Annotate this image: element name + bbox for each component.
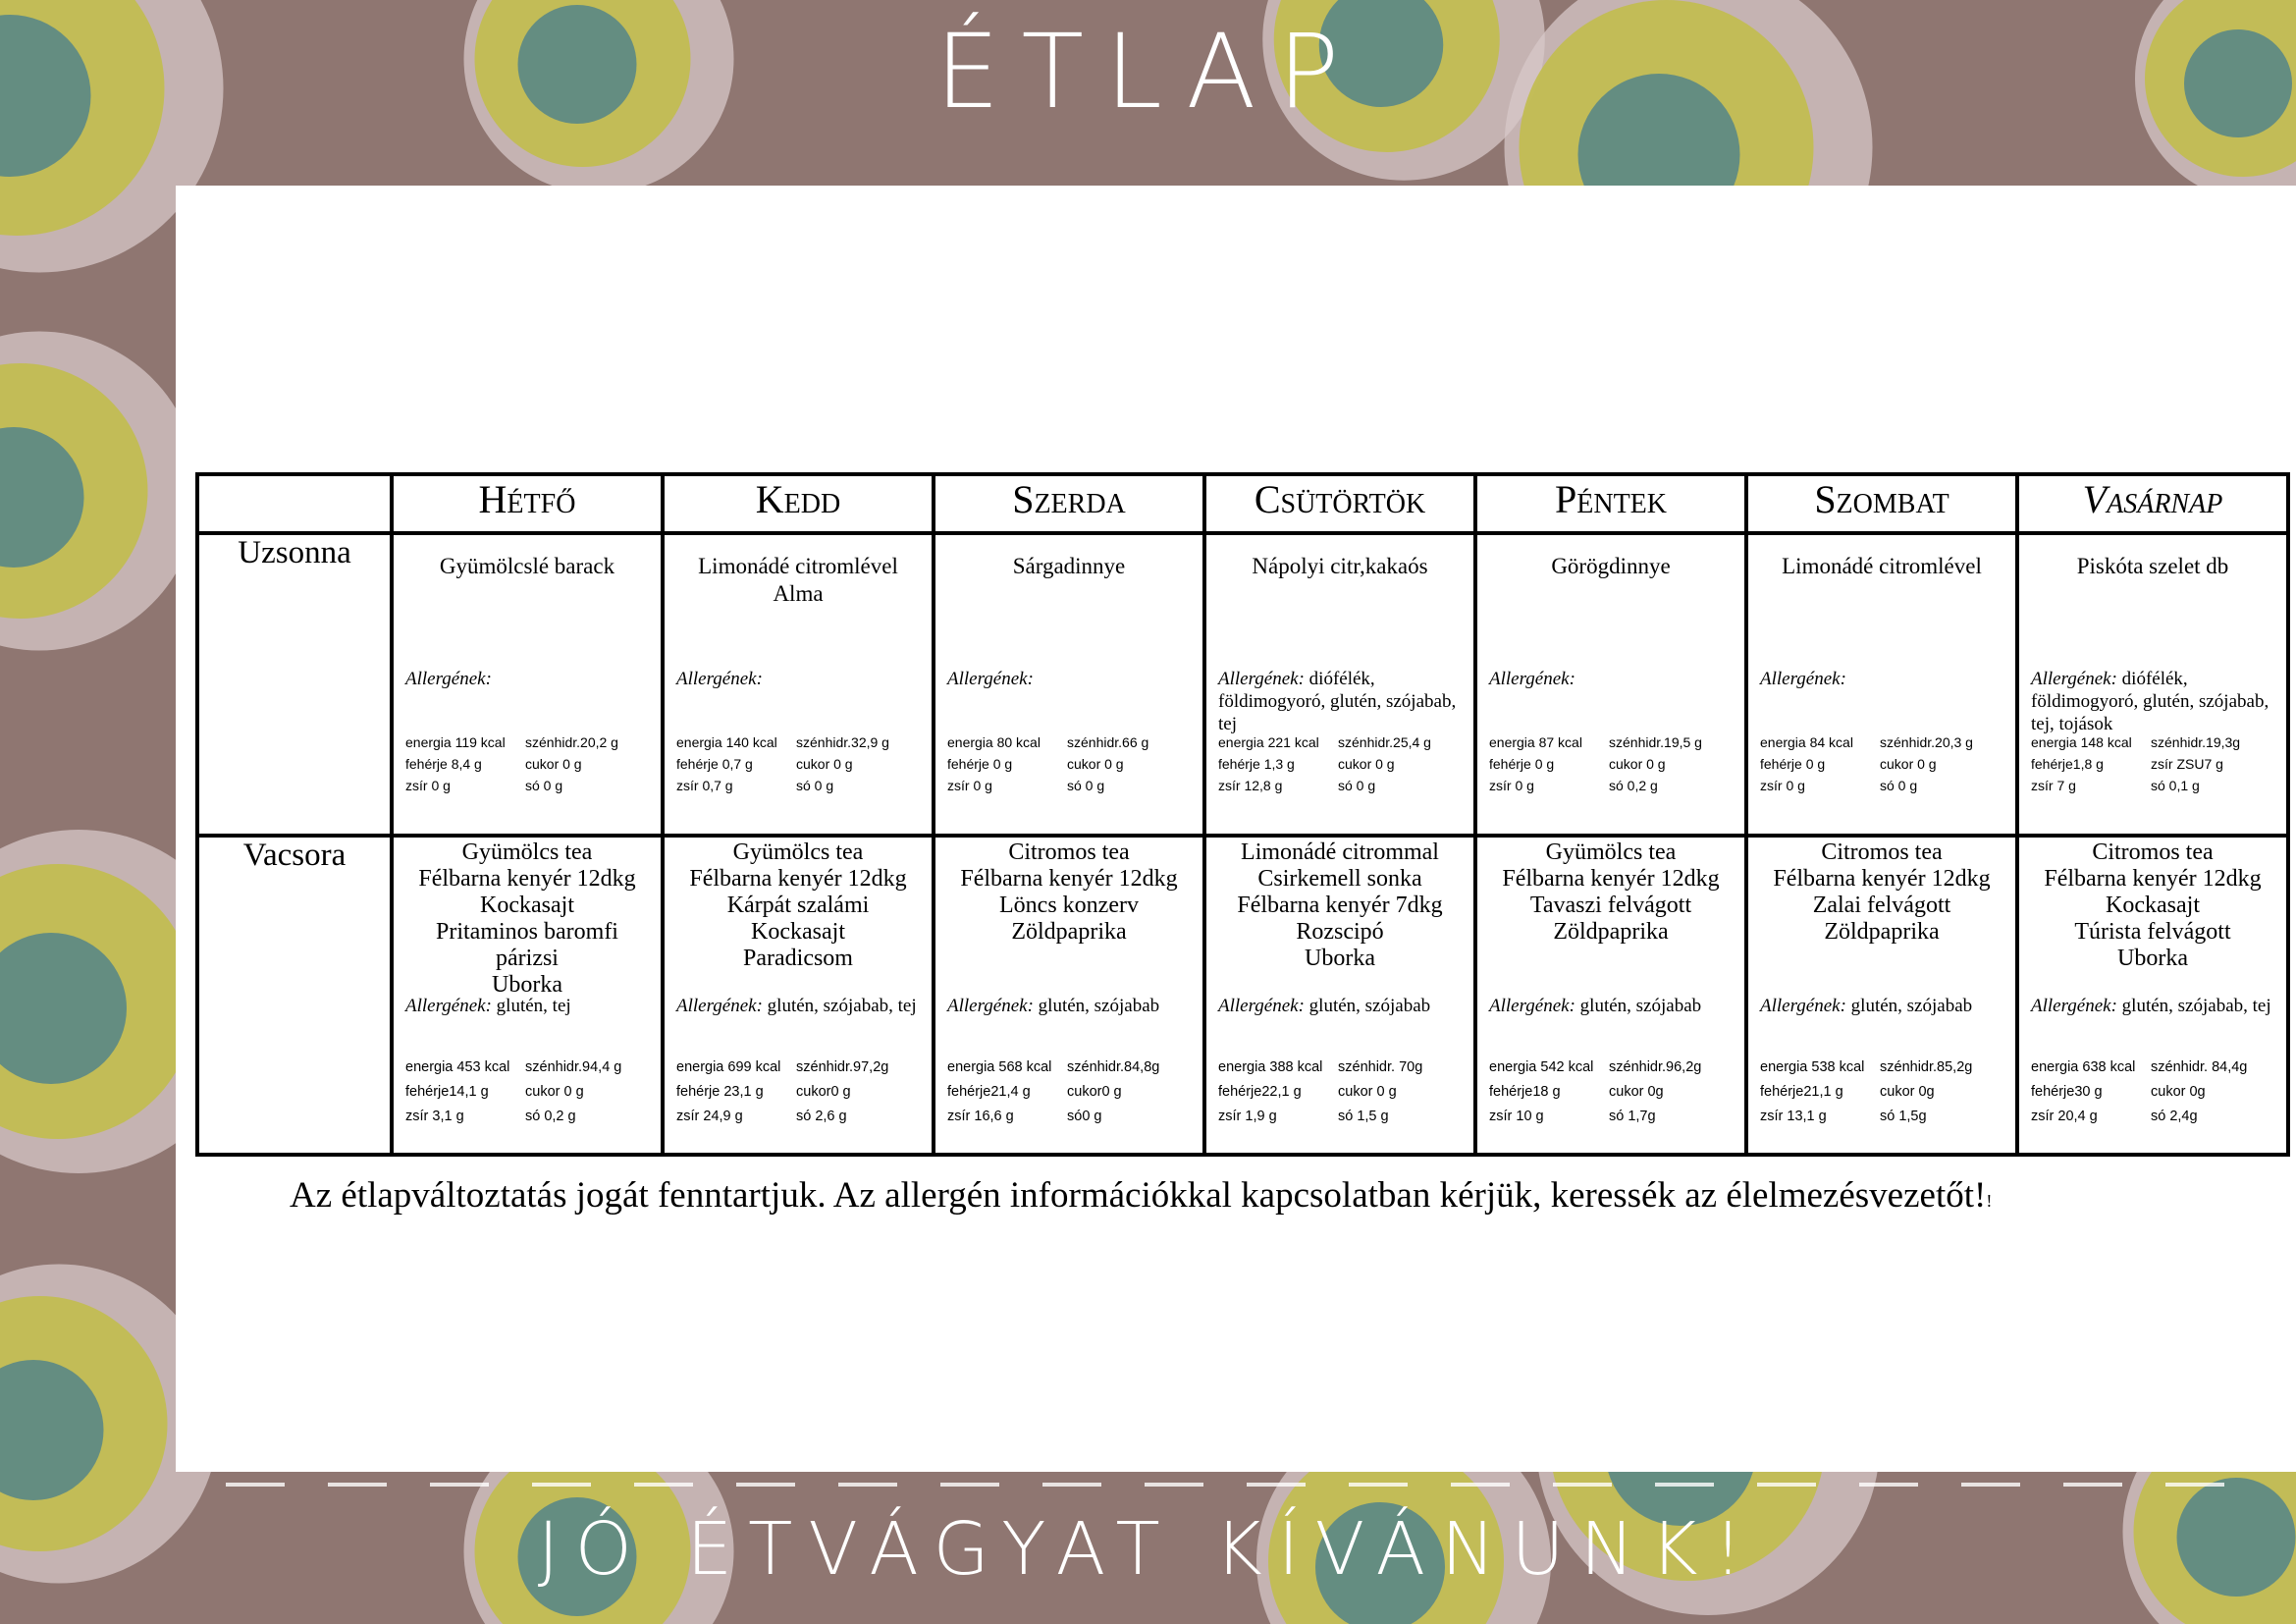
dinner-cell: [934, 836, 1204, 1155]
snack-cell: [663, 533, 934, 836]
nutrition-value: cukor 0 g: [525, 1084, 584, 1100]
nutrition-row: [405, 1105, 657, 1129]
row-label-snack: Uzsonna: [197, 533, 392, 836]
dashed-divider: [226, 1481, 2218, 1489]
nutrition-value: cukor 0g: [1880, 1084, 1935, 1100]
nutrition-info: [1218, 1056, 1469, 1129]
menu-item: Kockasajt: [480, 893, 574, 918]
nutrition-row: [1760, 1105, 2011, 1129]
nutrition-row: [405, 775, 657, 796]
day-header-row: [197, 474, 2288, 533]
nutrition-value: cukor 0g: [2151, 1084, 2206, 1100]
nutrition-info: [947, 731, 1199, 796]
nutrition-value: fehérje14,1 g: [405, 1084, 489, 1100]
nutrition-value: szénhidr.19,3g: [2151, 734, 2241, 750]
nutrition-value: fehérje18 g: [1489, 1084, 1561, 1100]
divider-dash: [1349, 1483, 1408, 1487]
snack-cell: [2017, 533, 2288, 836]
allergen-info: [1218, 995, 1468, 1017]
nutrition-value: szénhidr.32,9 g: [796, 734, 889, 750]
day-header-4: Péntek: [1475, 474, 1746, 533]
snack-items: [1485, 553, 1736, 580]
snack-cell: [392, 533, 663, 836]
menu-item: Félbarna kenyér 12dkg: [960, 866, 1178, 892]
page-title: ÉTLAP: [934, 12, 1362, 132]
nutrition-value: cukor 0 g: [1338, 1084, 1397, 1100]
allergen-list: diófélék, földimogyoró, glutén, szójabab, tej, tojások: [2031, 669, 2269, 734]
nutrition-value: só 1,7g: [1609, 1109, 1656, 1124]
nutrition-row: [1489, 1056, 1740, 1080]
allergen-info: [676, 995, 926, 1017]
dinner-items: [1481, 839, 1740, 946]
snack-items: [2027, 553, 2278, 580]
menu-item: Zöldpaprika: [1011, 919, 1127, 945]
day-header-6: Vasárnap: [2017, 474, 2288, 533]
divider-dash: [736, 1483, 795, 1487]
menu-item: Görögdinnye: [1551, 554, 1671, 578]
nutrition-value: fehérje 8,4 g: [405, 756, 482, 772]
weekly-menu-table: [195, 472, 2290, 1157]
nutrition-info: [947, 1056, 1199, 1129]
menu-item: Kockasajt: [751, 919, 845, 945]
nutrition-value: cukor 0g: [1609, 1084, 1664, 1100]
nutrition-value: szénhidr. 84,4g: [2151, 1059, 2248, 1075]
nutrition-value: energia 538 kcal: [1760, 1059, 1865, 1075]
nutrition-value: szénhidr.96,2g: [1609, 1059, 1702, 1075]
allergen-label: Allergének:: [676, 669, 763, 689]
menu-item: Sárgadinnye: [1012, 554, 1126, 578]
nutrition-value: cukor0 g: [796, 1084, 851, 1100]
snack-items: [401, 553, 653, 580]
dinner-cell: [663, 836, 934, 1155]
nutrition-value: szénhidr.25,4 g: [1338, 734, 1431, 750]
nutrition-row: [2031, 1080, 2282, 1105]
allergen-label: Allergének:: [1489, 669, 1575, 689]
nutrition-value: energia 638 kcal: [2031, 1059, 2136, 1075]
nutrition-row: [405, 753, 657, 775]
day-header-1: Kedd: [663, 474, 934, 533]
nutrition-value: energia 699 kcal: [676, 1059, 781, 1075]
allergen-info: [1218, 668, 1468, 734]
menu-item: Citromos tea: [1821, 839, 1943, 865]
nutrition-row: [1218, 753, 1469, 775]
nutrition-row: [1489, 775, 1740, 796]
nutrition-value: cukor 0 g: [796, 756, 853, 772]
menu-item: Félbarna kenyér 7dkg: [1237, 893, 1443, 918]
menu-item: Gyümölcslé barack: [439, 554, 615, 578]
nutrition-row: [1218, 731, 1469, 753]
nutrition-value: energia 119 kcal: [405, 734, 506, 750]
menu-item: Limonádé citromlével: [698, 554, 898, 578]
nutrition-value: zsír 0 g: [947, 778, 992, 793]
nutrition-row: [947, 731, 1199, 753]
nutrition-row: [676, 753, 928, 775]
nutrition-row: [676, 731, 928, 753]
nutrition-value: só 0 g: [525, 778, 563, 793]
nutrition-value: zsír 1,9 g: [1218, 1109, 1277, 1124]
nutrition-row: [1760, 1056, 2011, 1080]
nutrition-value: energia 80 kcal: [947, 734, 1041, 750]
nutrition-info: [2031, 731, 2282, 796]
nutrition-value: energia 84 kcal: [1760, 734, 1853, 750]
divider-dash: [1553, 1483, 1612, 1487]
corner-cell: [197, 474, 392, 533]
dinner-items: [1752, 839, 2011, 946]
dinner-cell: [1746, 836, 2017, 1155]
nutrition-info: [676, 731, 928, 796]
nutrition-row: [1489, 753, 1740, 775]
nutrition-row: [947, 1105, 1199, 1129]
nutrition-row: [1218, 1105, 1469, 1129]
nutrition-value: szénhidr.20,3 g: [1880, 734, 1973, 750]
allergen-label: Allergének:: [1760, 669, 1846, 689]
allergen-list: diófélék, földimogyoró, glutén, szójabab, tej: [1218, 669, 1457, 734]
nutrition-value: só 0,2 g: [525, 1109, 576, 1124]
nutrition-value: zsír 12,8 g: [1218, 778, 1283, 793]
nutrition-row: [2031, 1056, 2282, 1080]
nutrition-value: energia 140 kcal: [676, 734, 777, 750]
menu-item: Limonádé citrommal: [1241, 839, 1439, 865]
dinner-cell: [2017, 836, 2288, 1155]
disclaimer-text: Az étlapváltoztatás jogát fenntartjuk. Az allergén információkkal kapcsolatban kérjük, keressék az élelmezésvezetőt!: [290, 1175, 1987, 1216]
snack-items: [672, 553, 924, 608]
allergen-list: glutén, szójabab, tej: [2121, 996, 2271, 1016]
nutrition-info: [1760, 1056, 2011, 1129]
dinner-row: [197, 836, 2288, 1155]
snack-cell: [1204, 533, 1475, 836]
nutrition-row: [405, 731, 657, 753]
nutrition-value: energia 148 kcal: [2031, 734, 2132, 750]
snack-items: [1214, 553, 1466, 580]
nutrition-value: zsír 20,4 g: [2031, 1109, 2098, 1124]
divider-dash: [532, 1483, 591, 1487]
nutrition-value: szénhidr.94,4 g: [525, 1059, 622, 1075]
nutrition-row: [1218, 1080, 1469, 1105]
nutrition-row: [947, 753, 1199, 775]
nutrition-info: [676, 1056, 928, 1129]
divider-dash: [1961, 1483, 2020, 1487]
dinner-items: [1210, 839, 1469, 972]
nutrition-row: [1489, 731, 1740, 753]
nutrition-row: [947, 1056, 1199, 1080]
nutrition-info: [405, 731, 657, 796]
allergen-info: [947, 668, 1197, 690]
nutrition-value: só 0 g: [1067, 778, 1105, 793]
nutrition-value: só0 g: [1067, 1109, 1102, 1124]
menu-item: Gyümölcs tea: [1545, 839, 1677, 865]
nutrition-value: zsír 10 g: [1489, 1109, 1544, 1124]
allergen-label: Allergének:: [2031, 669, 2117, 689]
divider-dash: [1247, 1483, 1306, 1487]
nutrition-value: fehérje 0 g: [1489, 756, 1555, 772]
menu-item: Uborka: [1305, 946, 1375, 971]
allergen-info: [1489, 995, 1738, 1017]
allergen-list: glutén, szójabab: [1308, 996, 1431, 1016]
menu-item: Gyümölcs tea: [461, 839, 593, 865]
divider-dash: [1145, 1483, 1203, 1487]
nutrition-value: zsír 0,7 g: [676, 778, 733, 793]
nutrition-value: cukor0 g: [1067, 1084, 1122, 1100]
nutrition-value: zsír 24,9 g: [676, 1109, 743, 1124]
nutrition-value: zsír 0 g: [1489, 778, 1534, 793]
row-label-dinner: Vacsora: [197, 836, 392, 1155]
divider-dash: [940, 1483, 999, 1487]
nutrition-value: szénhidr. 70g: [1338, 1059, 1423, 1075]
allergen-label: Allergének:: [1489, 996, 1575, 1016]
allergen-info: [2031, 668, 2280, 734]
divider-dash: [838, 1483, 897, 1487]
allergen-label: Allergének:: [405, 669, 492, 689]
nutrition-value: cukor 0 g: [1880, 756, 1937, 772]
dinner-cell: [1204, 836, 1475, 1155]
nutrition-value: só 1,5 g: [1338, 1109, 1389, 1124]
snack-items: [943, 553, 1195, 580]
menu-item: Félbarna kenyér 12dkg: [418, 866, 636, 892]
nutrition-value: zsír 7 g: [2031, 778, 2076, 793]
allergen-label: Allergének:: [947, 996, 1034, 1016]
nutrition-row: [1760, 731, 2011, 753]
divider-dash: [2165, 1483, 2224, 1487]
nutrition-row: [676, 1105, 928, 1129]
allergen-list: glutén, tej: [496, 996, 571, 1016]
menu-item: Nápolyi citr,kakaós: [1252, 554, 1428, 578]
nutrition-value: cukor 0 g: [1338, 756, 1395, 772]
nutrition-value: só 2,4g: [2151, 1109, 2198, 1124]
menu-item: Citromos tea: [2092, 839, 2214, 865]
divider-dash: [1655, 1483, 1714, 1487]
nutrition-value: energia 542 kcal: [1489, 1059, 1594, 1075]
day-header-5: Szombat: [1746, 474, 2017, 533]
nutrition-row: [1760, 753, 2011, 775]
nutrition-value: fehérje1,8 g: [2031, 756, 2104, 772]
nutrition-value: fehérje22,1 g: [1218, 1084, 1302, 1100]
menu-item: Zalai felvágott: [1812, 893, 1951, 918]
nutrition-info: [2031, 1056, 2282, 1129]
nutrition-info: [1489, 1056, 1740, 1129]
allergen-info: [405, 995, 655, 1017]
allergen-info: [405, 668, 655, 690]
nutrition-value: szénhidr.19,5 g: [1609, 734, 1702, 750]
allergen-list: glutén, szójabab, tej: [767, 996, 917, 1016]
nutrition-value: só 0 g: [1880, 778, 1918, 793]
nutrition-value: fehérje30 g: [2031, 1084, 2103, 1100]
nutrition-value: energia 221 kcal: [1218, 734, 1319, 750]
nutrition-row: [2031, 753, 2282, 775]
menu-item: Piskóta szelet db: [2076, 554, 2229, 578]
nutrition-value: zsír 3,1 g: [405, 1109, 464, 1124]
nutrition-value: só 0 g: [796, 778, 834, 793]
divider-dash: [1042, 1483, 1101, 1487]
dinner-items: [939, 839, 1199, 946]
nutrition-value: só 0,2 g: [1609, 778, 1658, 793]
menu-item: Kárpát szalámi: [726, 893, 870, 918]
nutrition-value: fehérje 23,1 g: [676, 1084, 764, 1100]
nutrition-value: szénhidr.85,2g: [1880, 1059, 1973, 1075]
menu-item: Tavaszi felvágott: [1529, 893, 1692, 918]
menu-item: Uborka: [2117, 946, 2188, 971]
allergen-list: glutén, szójabab: [1850, 996, 1973, 1016]
divider-dash: [1859, 1483, 1918, 1487]
menu-item: párizsi: [496, 946, 559, 971]
divider-dash: [2063, 1483, 2122, 1487]
nutrition-row: [676, 1056, 928, 1080]
menu-item: Túrista felvágott: [2074, 919, 2231, 945]
nutrition-value: szénhidr.97,2g: [796, 1059, 889, 1075]
allergen-info: [676, 668, 926, 690]
nutrition-row: [2031, 775, 2282, 796]
menu-item: Alma: [773, 581, 824, 606]
nutrition-value: szénhidr.20,2 g: [525, 734, 618, 750]
menu-item: Gyümölcs tea: [732, 839, 864, 865]
snack-row: [197, 533, 2288, 836]
menu-item: Félbarna kenyér 12dkg: [689, 866, 907, 892]
day-header-3: Csütörtök: [1204, 474, 1475, 533]
menu-item: Rozscipó: [1296, 919, 1384, 945]
menu-item: Csirkemell sonka: [1257, 866, 1422, 892]
allergen-label: Allergének:: [1218, 669, 1305, 689]
menu-item: Zöldpaprika: [1553, 919, 1669, 945]
nutrition-value: fehérje 0 g: [1760, 756, 1826, 772]
allergen-info: [1760, 668, 2009, 690]
allergen-info: [1489, 668, 1738, 690]
dinner-cell: [1475, 836, 1746, 1155]
nutrition-value: szénhidr.66 g: [1067, 734, 1149, 750]
nutrition-row: [2031, 731, 2282, 753]
allergen-label: Allergének:: [676, 996, 763, 1016]
snack-items: [1756, 553, 2007, 580]
nutrition-row: [1218, 775, 1469, 796]
nutrition-info: [1489, 731, 1740, 796]
nutrition-value: szénhidr.84,8g: [1067, 1059, 1160, 1075]
nutrition-value: fehérje21,4 g: [947, 1084, 1031, 1100]
nutrition-value: zsír 13,1 g: [1760, 1109, 1827, 1124]
allergen-label: Allergének:: [2031, 996, 2117, 1016]
snack-cell: [934, 533, 1204, 836]
nutrition-value: zsír 16,6 g: [947, 1109, 1014, 1124]
menu-item: Kockasajt: [2106, 893, 2200, 918]
menu-item: Félbarna kenyér 12dkg: [1502, 866, 1720, 892]
menu-item: Félbarna kenyér 12dkg: [2044, 866, 2262, 892]
nutrition-info: [405, 1056, 657, 1129]
nutrition-row: [676, 1080, 928, 1105]
nutrition-value: zsír 0 g: [1760, 778, 1805, 793]
divider-dash: [226, 1483, 285, 1487]
nutrition-value: energia 87 kcal: [1489, 734, 1582, 750]
disclaimer-notice: [290, 1174, 1992, 1217]
allergen-label: Allergének:: [1760, 996, 1846, 1016]
nutrition-value: só 1,5g: [1880, 1109, 1927, 1124]
nutrition-row: [1218, 1056, 1469, 1080]
dinner-items: [2023, 839, 2282, 972]
menu-item: Uborka: [492, 972, 562, 998]
nutrition-info: [1760, 731, 2011, 796]
nutrition-row: [947, 775, 1199, 796]
nutrition-value: só 0,1 g: [2151, 778, 2200, 793]
menu-item: Limonádé citromlével: [1782, 554, 1982, 578]
nutrition-info: [1218, 731, 1469, 796]
menu-item: Löncs konzerv: [999, 893, 1139, 918]
allergen-info: [947, 995, 1197, 1017]
menu-item: Pritaminos baromfi: [436, 919, 618, 945]
snack-cell: [1475, 533, 1746, 836]
nutrition-value: só 0 g: [1338, 778, 1376, 793]
menu-item: Zöldpaprika: [1824, 919, 1940, 945]
nutrition-value: fehérje 1,3 g: [1218, 756, 1295, 772]
disclaimer-tail: !: [1986, 1191, 1993, 1211]
divider-dash: [1451, 1483, 1510, 1487]
snack-cell: [1746, 533, 2017, 836]
allergen-label: Allergének:: [947, 669, 1034, 689]
nutrition-value: fehérje21,1 g: [1760, 1084, 1843, 1100]
nutrition-row: [1489, 1105, 1740, 1129]
nutrition-value: zsír ZSU7 g: [2151, 756, 2223, 772]
menu-item: Paradicsom: [743, 946, 853, 971]
nutrition-row: [1760, 775, 2011, 796]
nutrition-value: cukor 0 g: [525, 756, 582, 772]
dinner-items: [398, 839, 657, 999]
nutrition-row: [1489, 1080, 1740, 1105]
nutrition-row: [1760, 1080, 2011, 1105]
nutrition-row: [2031, 1105, 2282, 1129]
menu-item: Félbarna kenyér 12dkg: [1773, 866, 1991, 892]
nutrition-value: zsír 0 g: [405, 778, 451, 793]
nutrition-row: [405, 1080, 657, 1105]
allergen-label: Allergének:: [405, 996, 492, 1016]
nutrition-value: fehérje 0,7 g: [676, 756, 753, 772]
dinner-items: [668, 839, 928, 972]
divider-dash: [1757, 1483, 1816, 1487]
day-header-2: Szerda: [934, 474, 1204, 533]
nutrition-value: energia 568 kcal: [947, 1059, 1052, 1075]
nutrition-value: cukor 0 g: [1067, 756, 1124, 772]
nutrition-row: [405, 1056, 657, 1080]
allergen-info: [2031, 995, 2280, 1017]
nutrition-value: energia 453 kcal: [405, 1059, 510, 1075]
nutrition-value: fehérje 0 g: [947, 756, 1013, 772]
nutrition-value: só 2,6 g: [796, 1109, 847, 1124]
footer-greeting: JÓ ÉTVÁGYAT KÍVÁNUNK!: [537, 1507, 1759, 1592]
nutrition-row: [947, 1080, 1199, 1105]
dinner-cell: [392, 836, 663, 1155]
nutrition-value: energia 388 kcal: [1218, 1059, 1323, 1075]
allergen-info: [1760, 995, 2009, 1017]
allergen-list: glutén, szójabab: [1579, 996, 1702, 1016]
divider-dash: [430, 1483, 489, 1487]
allergen-label: Allergének:: [1218, 996, 1305, 1016]
nutrition-row: [676, 775, 928, 796]
allergen-list: glutén, szójabab: [1038, 996, 1160, 1016]
divider-dash: [328, 1483, 387, 1487]
day-header-0: Hétfő: [392, 474, 663, 533]
menu-item: Citromos tea: [1008, 839, 1130, 865]
divider-dash: [634, 1483, 693, 1487]
nutrition-value: cukor 0 g: [1609, 756, 1666, 772]
